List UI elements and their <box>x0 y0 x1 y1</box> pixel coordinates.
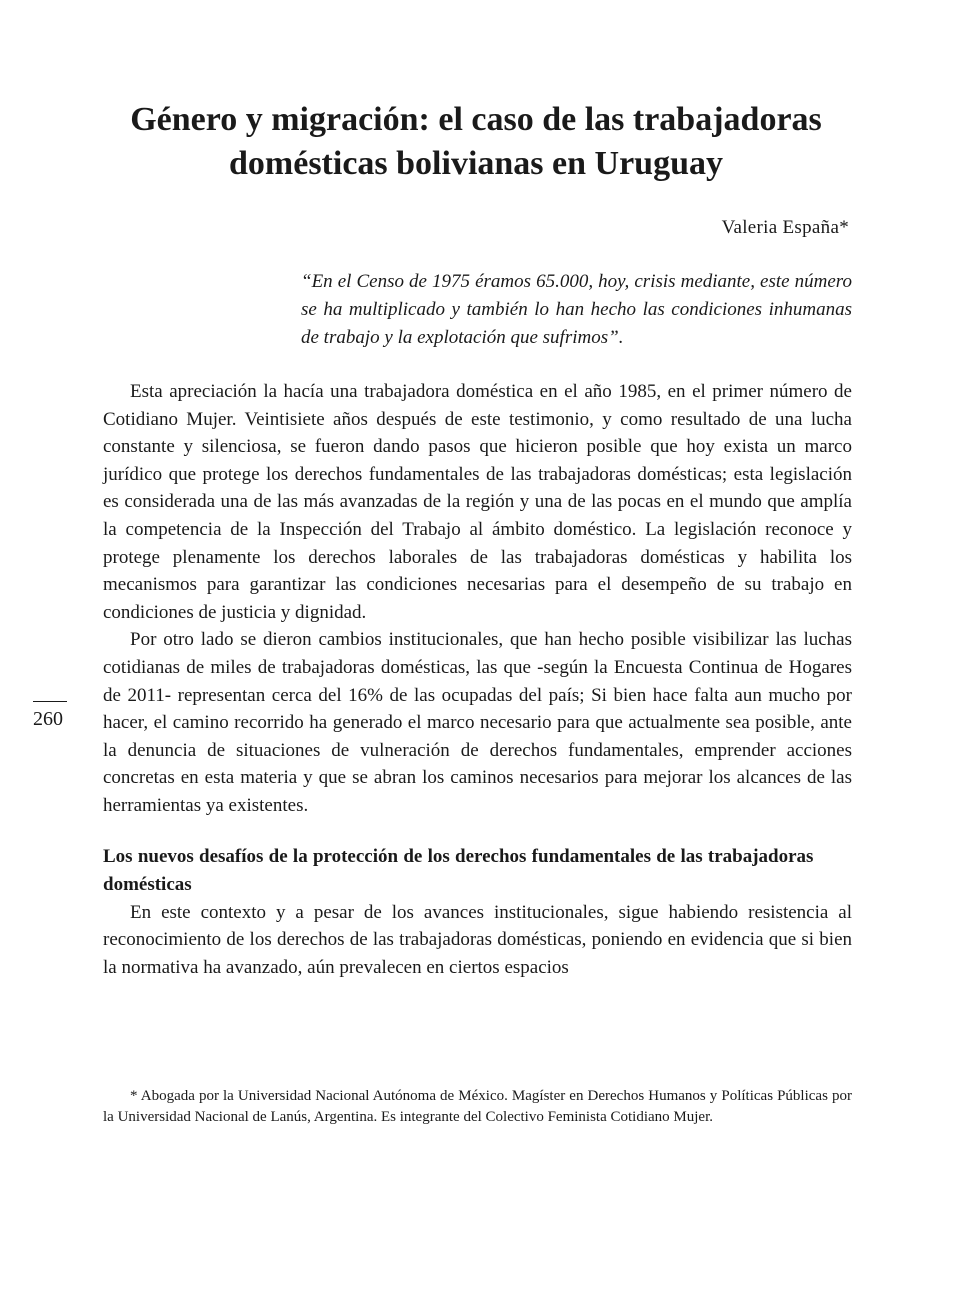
author-name: Valeria España* <box>721 217 849 238</box>
article-title: Género y migración: el caso de las trabajadoras domésticas bolivianas en Uruguay <box>130 101 822 182</box>
section-paragraph: En este contexto y a pesar de los avances institucionales, sigue habiendo resistencia al reconocimiento de los derechos de las trabajadoras domésticas, poniendo en evidencia que si bien la normativa ha avanzado, aún prevalecen en ciertos espacios <box>103 901 852 978</box>
section-heading: Los nuevos desafíos de la protección de los derechos fundamentales de las trabajadoras domésticas <box>103 845 814 895</box>
body-paragraph-1: Esta apreciación la hacía una trabajadora doméstica en el año 1985, en el primer número de Cotidiano Mujer. Veintisiete años después de este testimonio, y como resultado de una lucha constante y silenciosa, se fueron dando pasos que hicieron posible que hoy exista un marco jurídico que protege los derechos fundamentales de las trabajadoras domésticas; esta legislación es considerada una de las más avanzadas de la región y una de las pocas en el mundo que amplía la competencia de la Inspección del Trabajo al ámbito doméstico. La legislación reconoce y protege plenamente los derechos laborales de las trabajadoras domésticas y habilita los mecanismos para garantizar las condiciones necesarias para el desempeño de su trabajo en condiciones de justicia y dignidad. <box>103 381 852 623</box>
body-paragraph-2: Por otro lado se dieron cambios institucionales, que han hecho posible visibilizar las luchas cotidianas de miles de trabajadoras domésticas, las que -según la Encuesta Continua de Hogares de 2011- representan cerca del 16% de las ocupadas del país; Si bien hace falta aun mucho por hacer, el camino recorrido ha generado el marco necesario para que actualmente sea posible, ante la denuncia de situaciones de vulneración de derechos fundamentales, emprender acciones concretas en esta materia y que se abran los caminos necesarios para mejorar los alcances de las herramientas ya existentes. <box>103 629 852 816</box>
section-spacer <box>103 820 852 843</box>
page-number: 260 <box>33 708 63 730</box>
epigraph-quote: “En el Censo de 1975 éramos 65.000, hoy, crisis mediante, este número se ha multiplicado y también lo han hecho las condiciones inhumanas de trabajo y la explotación que sufrimos”. <box>301 271 852 348</box>
article-body <box>103 378 852 981</box>
footnote: * Abogada por la Universidad Nacional Autónoma de México. Magíster en Derechos Humanos y Políticas Públicas por la Universidad Nacional de Lanús, Argentina. Es integrante del Colectivo Feminista Cotidiano Mujer. <box>103 1088 852 1125</box>
page-number-rule <box>33 701 67 702</box>
